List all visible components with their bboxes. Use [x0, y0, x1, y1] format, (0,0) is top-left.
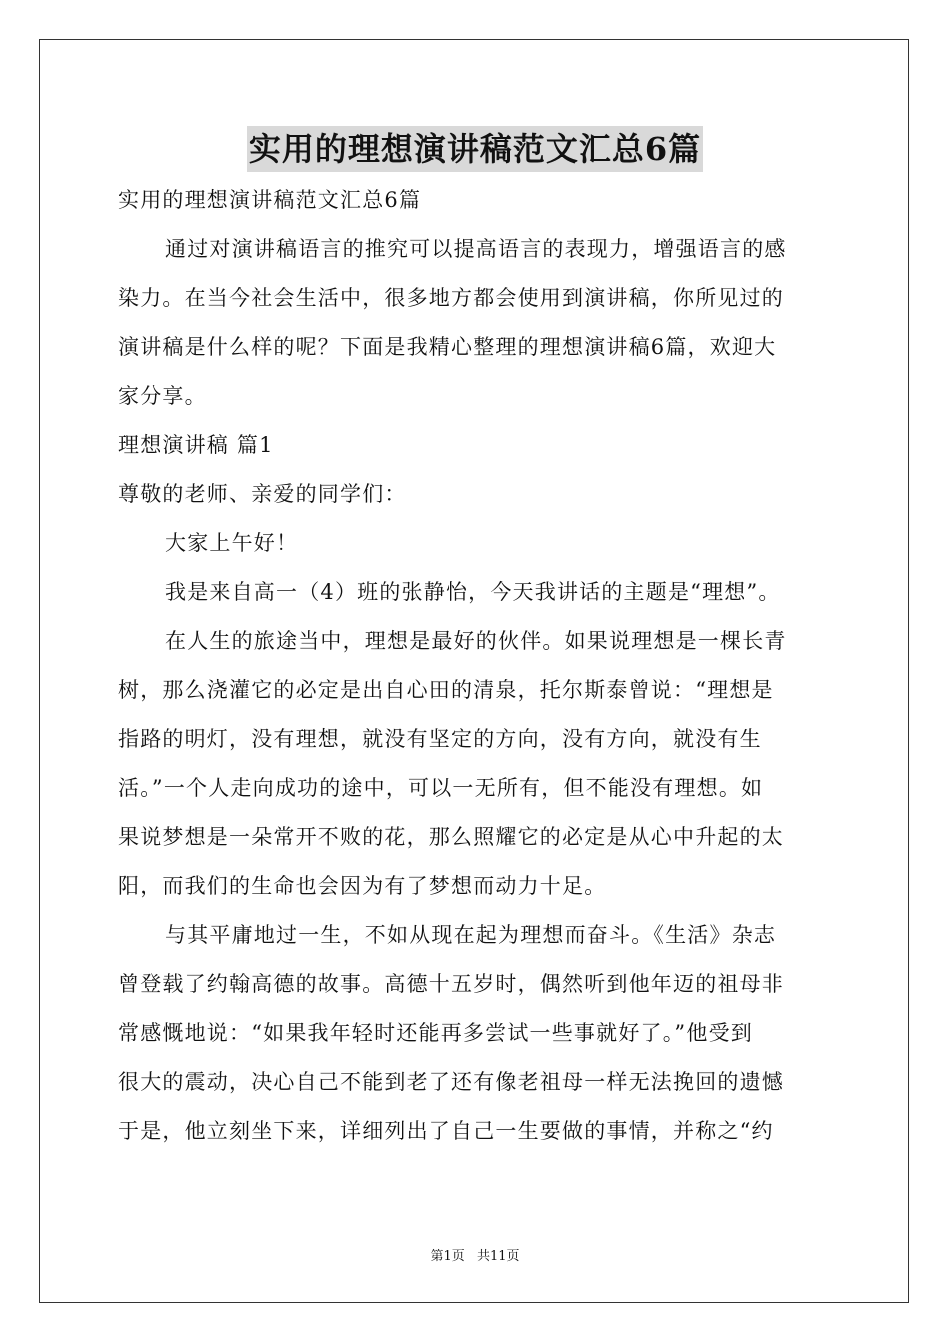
page-number: 第1页	[430, 1249, 465, 1264]
text-line: 指路的明灯，没有理想，就没有坚定的方向，没有方向，就没有生	[118, 727, 762, 751]
text-line: 活。”一个人走向成功的途中，可以一无所有，但不能没有理想。如	[118, 776, 764, 800]
page-total: 共11页	[476, 1249, 520, 1264]
text-line: 常感慨地说：“如果我年轻时还能再多尝试一些事就好了。”他受到	[118, 1021, 753, 1045]
text-line: 通过对演讲稿语言的推究可以提高语言的表现力，增强语言的感	[165, 237, 787, 261]
text-line: 我是来自高一（4）班的张静怡，今天我讲话的主题是“理想”。	[165, 580, 781, 604]
text-line: 演讲稿是什么样的呢？下面是我精心整理的理想演讲稿6篇，欢迎大	[118, 335, 777, 359]
text-line: 与其平庸地过一生，不如从现在起为理想而奋斗。《生活》杂志	[165, 923, 777, 947]
text-line: 在人生的旅途当中，理想是最好的伙伴。如果说理想是一棵长青	[165, 629, 787, 653]
text-line: 理想演讲稿 篇1	[118, 433, 274, 457]
text-line: 染力。在当今社会生活中，很多地方都会使用到演讲稿，你所见过的	[118, 286, 784, 310]
document-title: 实用的理想演讲稿范文汇总6篇	[247, 126, 703, 172]
document-body	[118, 176, 834, 1156]
text-line: 曾登载了约翰高德的故事。高德十五岁时，偶然听到他年迈的祖母非	[118, 972, 784, 996]
text-line: 树，那么浇灌它的必定是出自心田的清泉，托尔斯泰曾说：“理想是	[118, 678, 774, 702]
text-line: 于是，他立刻坐下来，详细列出了自己一生要做的事情，并称之“约	[118, 1119, 774, 1143]
text-line: 家分享。	[118, 384, 207, 408]
text-line: 实用的理想演讲稿范文汇总6篇	[118, 188, 422, 212]
text-line: 大家上午好！	[165, 531, 299, 555]
page-footer	[0, 1245, 950, 1264]
text-line: 很大的震动，决心自己不能到老了还有像老祖母一样无法挽回的遗憾	[118, 1070, 784, 1094]
title-container	[0, 126, 950, 172]
text-line: 尊敬的老师、亲爱的同学们：	[118, 482, 407, 506]
text-line: 阳，而我们的生命也会因为有了梦想而动力十足。	[118, 874, 607, 898]
text-line: 果说梦想是一朵常开不败的花，那么照耀它的必定是从心中升起的太	[118, 825, 784, 849]
